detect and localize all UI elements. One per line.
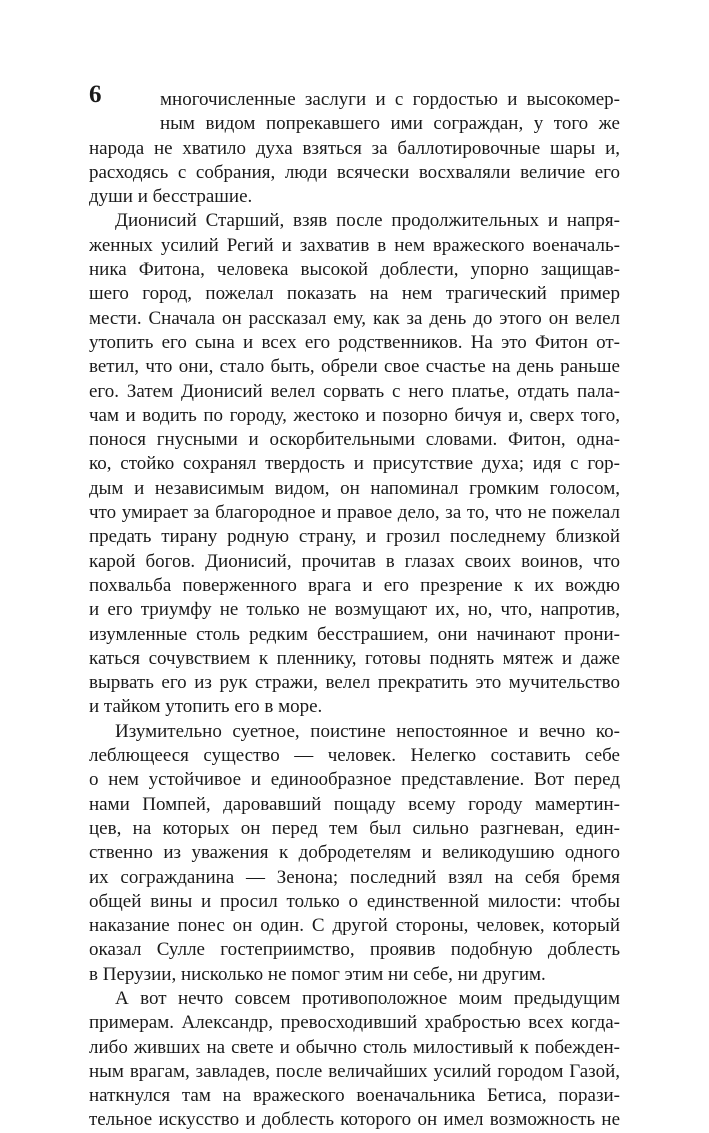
text-line: что умирает за благородное и правое дело, за то, что не пожелал [89,502,620,524]
paragraph [89,987,620,1133]
text-line: предать тирану родную страну, и грозил последнему близкой [89,526,620,548]
paragraph [89,209,620,719]
text-line: общей вины и просил только о единственной милости: чтобы [89,890,620,912]
paragraph [89,88,620,209]
text-line: оказал Сулле гостеприимство, проявив подобную доблесть [89,939,620,961]
text-line: утопить его сына и всех его родственников. На это Фитон от- [89,331,620,353]
text-line: Дионисий Старший, взяв после продолжительных и напря- [115,210,620,232]
text-line: ным врагам, завладев, после величайших усилий городом Газой, [89,1060,620,1082]
text-line: нами Помпей, даровавший пощаду всему городу мамертин- [89,793,620,815]
text-line: карой богов. Дионисий, прочитав в глазах своих воинов, что [89,550,620,572]
text-line: о нем устойчивое и единообразное представление. Вот перед [89,769,620,791]
text-line: ника Фитона, человека высокой доблести, упорно защищав- [89,259,620,281]
text-line: и его триумфу не только не возмущают их, но, что, напротив, [89,599,620,621]
page-number: 6 [89,81,102,108]
body-text [89,88,620,1133]
text-line: А вот нечто совсем противоположное моим предыдущим [115,987,620,1009]
text-line: либо живших на свете и обычно столь милостивый к побежден- [89,1036,620,1058]
text-line: наказание понес он один. С другой стороны, человек, который [89,915,620,937]
text-line: чам и водить по городу, жестоко и позорно бичуя и, сверх того, [89,404,620,426]
text-line: многочисленные заслуги и с гордостью и высокомер- [160,89,620,110]
text-line: их согражданина — Зенона; последний взял на себя бремя [89,866,620,888]
text-line: души и бесстрашие. [89,186,253,208]
text-line: понося гнусными и оскорбительными словами. Фитон, одна- [89,429,620,451]
text-line: его. Затем Дионисий велел сорвать с него платье, отдать пала- [89,380,620,402]
text-line: изумленные столь редким бесстрашием, они начинают прони- [89,623,620,645]
text-line: ко, стойко сохранял твердость и присутствие духа; идя с гор- [89,453,620,475]
paragraph [89,720,620,987]
text-line: вырвать его из рук стражи, велел прекратить это мучительство [89,672,620,694]
text-line: похвальба поверженного врага и его презрение к их вождю [89,574,620,596]
text-line: женных усилий Регий и захватив в нем вражеского военачаль- [89,234,620,256]
text-line: тельное искусство и доблесть которого он имел возможность не [89,1109,620,1131]
text-line: дым и независимым видом, он напоминал громким голосом, [89,477,620,499]
text-line: мести. Сначала он рассказал ему, как за день до этого он велел [89,307,620,329]
text-line: Изумительно суетное, поистине непостоянное и вечно ко- [115,720,620,742]
text-line: примерам. Александр, превосходивший храбростью всех когда- [89,1012,620,1034]
text-line: цев, на которых он перед тем был сильно разгневан, един- [89,817,620,839]
text-line: ным видом попрекавшего ими сограждан, у того же [160,113,620,135]
text-line: ветил, что они, стало быть, обрели свое счастье на день раньше [89,356,620,378]
text-line: расходясь с собрания, люди всячески восхваляли величие его [89,161,620,183]
text-line: шего город, пожелал показать на нем трагический пример [89,283,620,305]
text-line: и тайком утопить его в море. [89,696,323,718]
text-line: каться сочувствием к пленнику, готовы поднять мятеж и даже [89,647,620,669]
text-line: наткнулся там на вражеского военачальника Бетиса, порази- [89,1085,620,1107]
text-line: леблющееся существо — человек. Нелегко составить себе [89,745,620,767]
text-line: народа не хватило духа взяться за баллотировочные шары и, [89,137,620,159]
text-line: ственно из уважения к добродетелям и великодушию одного [89,842,620,864]
text-line: в Перузии, нисколько не помог этим ни себе, ни другим. [89,963,546,985]
